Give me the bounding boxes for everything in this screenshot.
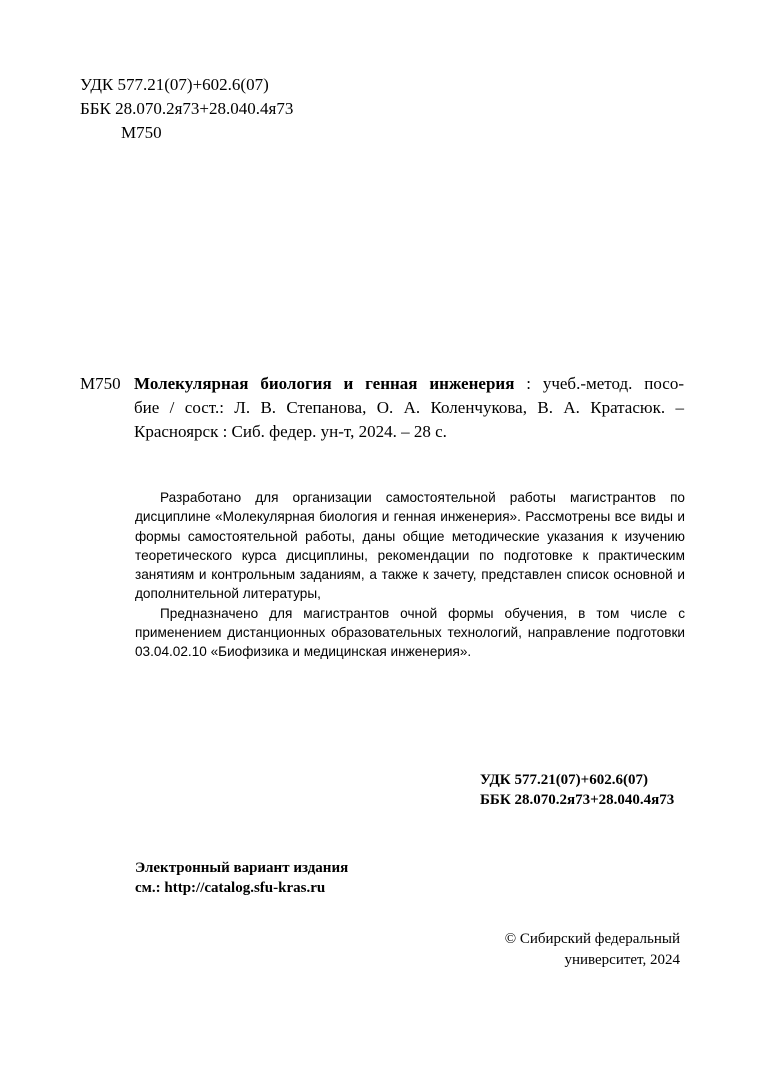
footer-bbk-code: ББК 28.070.2я73+28.040.4я73: [480, 792, 675, 808]
entry-description: [134, 372, 684, 444]
entry-title: Молекулярная биология и генная инженерия: [134, 374, 515, 393]
udk-code: УДК 577.21(07)+602.6(07): [80, 75, 269, 94]
footer-udk-code: УДК 577.21(07)+602.6(07): [480, 772, 648, 788]
annotation-paragraph-1: Разработано для организации самостоятельной работы магистрантов по дисциплине «Молекулярная биология и генная инженерия». Рассмотрены все виды и формы самостоятельной работы, даны общие методические указания к изучению теоретического курса дисциплины, рекомендации по подготовке к практическим занятиям и контрольным заданиям, а также к зачету, представлен список основной и дополнительной литературы,: [135, 490, 685, 602]
author-mark: М750: [121, 123, 162, 142]
bbk-code: ББК 28.070.2я73+28.040.4я73: [80, 99, 294, 118]
copyright-notice: [460, 929, 680, 971]
entry-line-1: [134, 372, 684, 396]
copyright-line-1: © Сибирский федеральный: [504, 931, 680, 947]
copyright-line-2: университет, 2024: [564, 952, 680, 968]
annotation-paragraph-2: Предназначено для магистрантов очной формы обучения, в том числе с применением дистанционных образовательных технологий, направление подготовки 03.04.02.10 «Биофизика и медицинская инженерия».: [135, 605, 685, 660]
entry-line-3: Красноярск : Сиб. федер. ун-т, 2024. – 28 с.: [134, 422, 447, 441]
classification-header: [80, 73, 293, 145]
entry-author-mark: М750: [80, 374, 121, 393]
bibliographic-entry: [80, 372, 684, 444]
footer-classification: [480, 770, 674, 810]
electronic-label: Электронный вариант издания: [135, 860, 349, 876]
electronic-url[interactable]: см.: http://catalog.sfu-kras.ru: [135, 880, 326, 896]
electronic-version-note: [135, 858, 348, 898]
annotation: [135, 488, 685, 662]
entry-type: : учеб.-метод. посо-: [514, 374, 684, 393]
entry-line-2: бие / сост.: Л. В. Степанова, О. А. Коленчукова, В. А. Кратасюк. –: [134, 398, 684, 417]
